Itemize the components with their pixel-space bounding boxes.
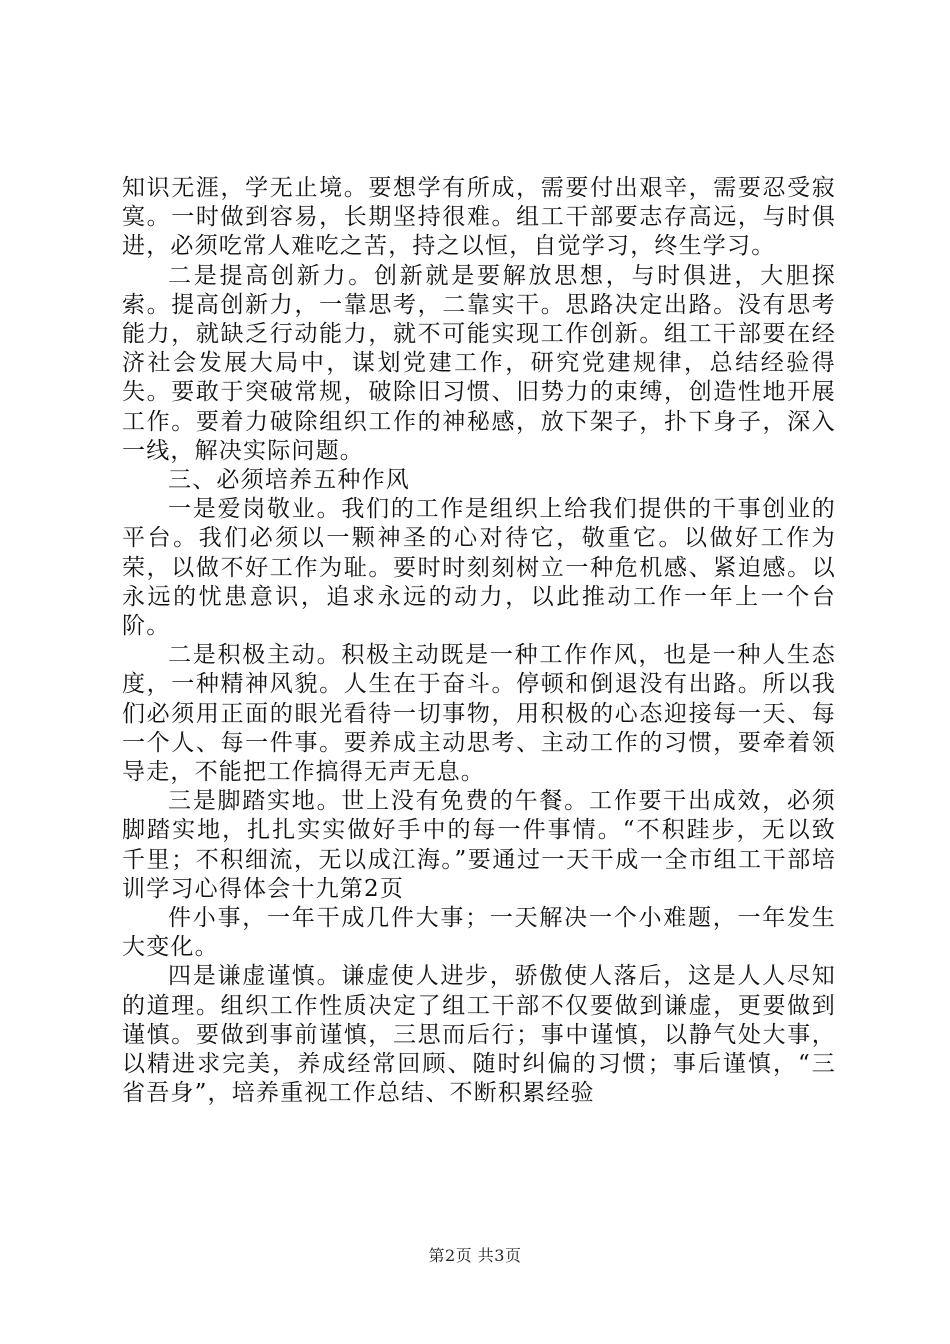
section-heading: 三、必须培养五种作风	[168, 467, 410, 494]
paragraph-2: 二是提高创新力。创新就是要解放思想，与时俱进，大胆探索。提高创新力，一靠思考，二靠实干。思路决定出路。没有思考能力，就缺乏行动能力，就不可能实现工作创新。组工干部要在经济社会发展大局中，谋划党建工作，研究党建规律，总结经验得失。要敢于突破常规，破除旧习惯、旧势力的束缚，创造性地开展工作。要着力破除组织工作的神秘感，放下架子，扑下身子，深入一线，解决实际问题。	[122, 262, 836, 464]
paragraph-5: 三是脚踏实地。世上没有免费的午餐。工作要干出成效，必须脚踏实地，扎扎实实做好手中的每一件事情。“不积跬步，无以致千里；不积细流，无以成江海。”要通过一天干成一全市组工干部培训学习心得体会十九第2页	[122, 788, 836, 902]
paragraph-7: 四是谦虚谨慎。谦虚使人进步，骄傲使人落后，这是人人尽知的道理。组织工作性质决定了组工干部不仅要做到谦虚，更要做到谨慎。要做到事前谨慎，三思而后行；事中谨慎，以静气处大事，以精进求完美，养成经常回顾、随时纠偏的习惯；事后谨慎，“三省吾身”，培养重视工作总结、不断积累经验	[122, 963, 836, 1107]
paragraph-1: 知识无涯，学无止境。要想学有所成，需要付出艰辛，需要忍受寂寞。一时做到容易，长期坚持很难。组工干部要志存高远，与时俱进，必须吃常人难吃之苦，持之以恒，自觉学习，终生学习。	[122, 175, 836, 260]
document-body	[122, 174, 836, 1109]
paragraph-6: 件小事，一年干成几件大事；一天解决一个小难题，一年发生大变化。	[122, 905, 836, 961]
paragraph-4: 二是积极主动。积极主动既是一种工作作风，也是一种人生态度，一种精神风貌。人生在于奋斗。停顿和倒退没有出路。所以我们必须用正面的眼光看待一切事物，用积极的心态迎接每一天、每一个人、每一件事。要养成主动思考、主动工作的习惯，要牵着领导走，不能把工作搞得无声无息。	[122, 642, 836, 786]
paragraph-3: 一是爱岗敬业。我们的工作是组织上给我们提供的干事创业的平台。我们必须以一颗神圣的心对待它，敬重它。以做好工作为荣，以做不好工作为耻。要时时刻刻树立一种危机感、紧迫感。以永远的忧患意识，追求永远的动力，以此推动工作一年上一个台阶。	[122, 496, 836, 640]
page-footer: 第2页 共3页	[428, 1246, 522, 1265]
